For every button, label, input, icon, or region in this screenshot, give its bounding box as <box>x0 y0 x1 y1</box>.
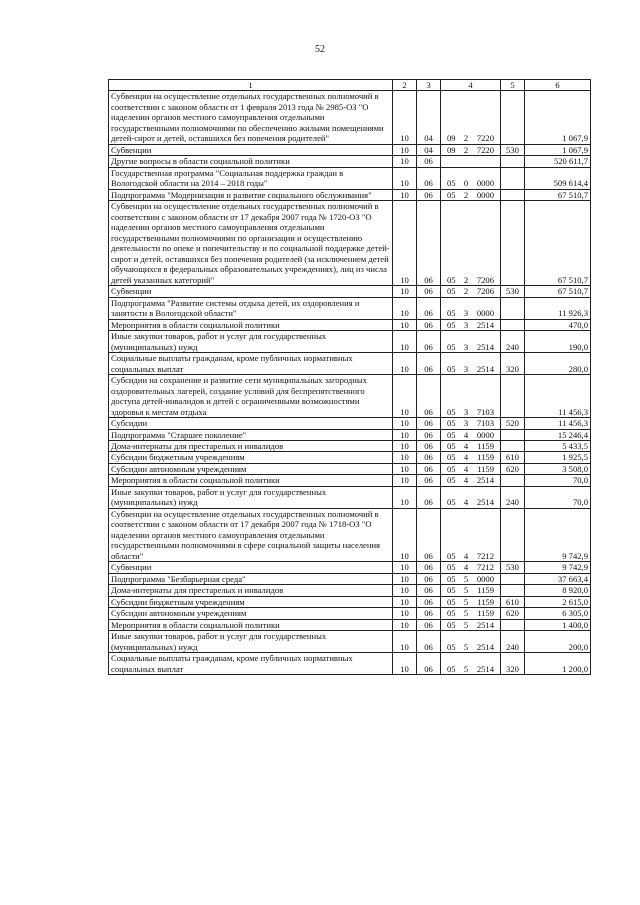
table-row <box>109 189 591 200</box>
row-expense-type-cell: 520 <box>501 418 525 429</box>
col-header-subsection: 3 <box>417 80 441 91</box>
row-expense-type-cell <box>501 156 525 167</box>
row-name-cell: Подпрограмма "Развитие системы отдыха детей, их оздоровления и занятости в Вологодской области" <box>109 297 393 319</box>
target-program-code: 05 <box>447 286 456 297</box>
row-section-cell: 10 <box>393 353 417 375</box>
target-subprogram-code: 5 <box>463 608 469 619</box>
target-direction-code: 7206 <box>476 286 494 297</box>
row-section-cell: 10 <box>393 631 417 653</box>
target-direction-code: 2514 <box>476 341 494 352</box>
row-section-cell: 10 <box>393 286 417 297</box>
row-expense-type-cell <box>501 91 525 144</box>
target-direction-code: 2514 <box>476 663 494 674</box>
row-subsection-cell: 06 <box>417 353 441 375</box>
row-section-cell: 10 <box>393 653 417 675</box>
row-amount-cell: 520 611,7 <box>525 156 591 167</box>
row-section-cell: 10 <box>393 297 417 319</box>
target-direction-code: 2514 <box>476 319 494 330</box>
row-amount-cell: 1 925,5 <box>525 452 591 463</box>
row-amount-cell: 11 926,3 <box>525 297 591 319</box>
row-expense-type-cell <box>501 297 525 319</box>
row-expense-type-cell: 530 <box>501 144 525 155</box>
row-amount-cell: 67 510,7 <box>525 189 591 200</box>
row-expense-type-cell <box>501 508 525 561</box>
row-target-article-cell <box>441 297 501 319</box>
row-subsection-cell: 06 <box>417 486 441 508</box>
row-name-cell: Субвенции на осуществление отдельных государственных полномочий в соответствии с законом области от 1 февраля 2013 года № 2985-ОЗ "О наделении органов местного самоуправления отдельными государственными полномочиями по обеспечению жилыми помещениями детей-сирот и детей, оставшихся без попечения родителей" <box>109 91 393 144</box>
row-amount-cell: 67 510,7 <box>525 286 591 297</box>
target-program-code: 05 <box>447 475 456 486</box>
row-amount-cell: 9 742,9 <box>525 508 591 561</box>
row-name-cell: Субсидии бюджетным учреждениям <box>109 452 393 463</box>
target-subprogram-code: 5 <box>463 585 469 596</box>
row-target-article-cell <box>441 463 501 474</box>
row-name-cell: Субсидии автономным учреждениям <box>109 608 393 619</box>
row-section-cell: 10 <box>393 201 417 286</box>
row-target-article-cell <box>441 608 501 619</box>
row-target-article-cell <box>441 573 501 584</box>
target-subprogram-code: 4 <box>463 452 469 463</box>
target-direction-code: 7212 <box>476 550 494 561</box>
target-program-code: 05 <box>447 562 456 573</box>
table-row <box>109 508 591 561</box>
target-subprogram-code: 5 <box>463 573 469 584</box>
row-section-cell: 10 <box>393 596 417 607</box>
row-expense-type-cell <box>501 475 525 486</box>
row-name-cell: Субвенции <box>109 144 393 155</box>
row-expense-type-cell <box>501 375 525 418</box>
row-expense-type-cell: 610 <box>501 452 525 463</box>
row-expense-type-cell <box>501 319 525 330</box>
row-subsection-cell: 06 <box>417 653 441 675</box>
row-target-article-cell <box>441 375 501 418</box>
target-subprogram-code: 3 <box>463 319 469 330</box>
row-section-cell: 10 <box>393 452 417 463</box>
target-direction-code: 0000 <box>476 573 494 584</box>
row-target-article-cell <box>441 144 501 155</box>
row-target-article-cell <box>441 319 501 330</box>
table-row <box>109 418 591 429</box>
target-program-code: 05 <box>447 406 456 417</box>
row-expense-type-cell <box>501 440 525 451</box>
row-expense-type-cell <box>501 201 525 286</box>
row-subsection-cell: 06 <box>417 429 441 440</box>
target-subprogram-code: 4 <box>463 497 469 508</box>
target-subprogram-code: 4 <box>463 550 469 561</box>
target-program-code: 05 <box>447 319 456 330</box>
target-program-code: 05 <box>447 573 456 584</box>
row-name-cell: Субвенции на осуществление отдельных государственных полномочий в соответствии с законом области от 17 декабря 2007 года № 1718-ОЗ "О наделении органов местного самоуправления отдельными государственными полномочиями в сфере социальной защиты населения области" <box>109 508 393 561</box>
target-program-code: 05 <box>447 497 456 508</box>
row-expense-type-cell: 240 <box>501 631 525 653</box>
row-target-article-cell <box>441 167 501 189</box>
target-subprogram-code: 4 <box>463 429 469 440</box>
table-row <box>109 619 591 630</box>
target-program-code: 05 <box>447 178 456 189</box>
row-name-cell: Субсидии бюджетным учреждениям <box>109 596 393 607</box>
row-subsection-cell: 06 <box>417 508 441 561</box>
row-name-cell: Социальные выплаты гражданам, кроме публичных нормативных социальных выплат <box>109 653 393 675</box>
target-subprogram-code: 3 <box>463 418 469 429</box>
row-expense-type-cell <box>501 573 525 584</box>
target-direction-code: 0000 <box>476 178 494 189</box>
row-name-cell: Другие вопросы в области социальной политики <box>109 156 393 167</box>
target-subprogram-code: 5 <box>463 596 469 607</box>
target-program-code: 05 <box>447 440 456 451</box>
table-row <box>109 440 591 451</box>
row-expense-type-cell: 240 <box>501 486 525 508</box>
target-direction-code: 7103 <box>476 406 494 417</box>
row-target-article-cell <box>441 653 501 675</box>
row-section-cell: 10 <box>393 463 417 474</box>
row-amount-cell: 280,0 <box>525 353 591 375</box>
row-target-article-cell <box>441 286 501 297</box>
row-target-article-cell <box>441 91 501 144</box>
row-name-cell: Субвенции <box>109 286 393 297</box>
row-subsection-cell: 06 <box>417 608 441 619</box>
row-target-article-cell <box>441 508 501 561</box>
row-section-cell: 10 <box>393 619 417 630</box>
row-target-article-cell <box>441 475 501 486</box>
row-section-cell: 10 <box>393 585 417 596</box>
row-expense-type-cell <box>501 167 525 189</box>
row-expense-type-cell <box>501 619 525 630</box>
row-target-article-cell <box>441 353 501 375</box>
row-name-cell: Дома-интернаты для престарелых и инвалидов <box>109 585 393 596</box>
target-program-code: 05 <box>447 619 456 630</box>
target-direction-code: 2514 <box>476 363 494 374</box>
row-section-cell: 10 <box>393 508 417 561</box>
row-subsection-cell: 06 <box>417 463 441 474</box>
target-subprogram-code: 3 <box>463 363 469 374</box>
table-row <box>109 91 591 144</box>
target-program-code: 05 <box>447 596 456 607</box>
col-header-expense-type: 5 <box>501 80 525 91</box>
row-section-cell: 10 <box>393 608 417 619</box>
row-amount-cell: 509 614,4 <box>525 167 591 189</box>
target-subprogram-code: 5 <box>463 663 469 674</box>
target-subprogram-code: 4 <box>463 463 469 474</box>
row-target-article-cell <box>441 631 501 653</box>
target-direction-code: 1159 <box>477 596 494 607</box>
row-target-article-cell <box>441 418 501 429</box>
row-amount-cell: 67 510,7 <box>525 201 591 286</box>
row-amount-cell: 6 305,0 <box>525 608 591 619</box>
table-row <box>109 596 591 607</box>
target-direction-code: 1159 <box>477 440 494 451</box>
target-program-code: 05 <box>447 308 456 319</box>
target-subprogram-code: 0 <box>463 178 469 189</box>
target-direction-code: 7220 <box>476 133 494 144</box>
table-row <box>109 452 591 463</box>
target-direction-code: 7103 <box>476 418 494 429</box>
row-expense-type-cell: 240 <box>501 331 525 353</box>
row-section-cell: 10 <box>393 440 417 451</box>
row-amount-cell: 3 508,0 <box>525 463 591 474</box>
table-row <box>109 463 591 474</box>
row-amount-cell: 8 920,0 <box>525 585 591 596</box>
row-expense-type-cell <box>501 585 525 596</box>
row-amount-cell: 15 246,4 <box>525 429 591 440</box>
target-program-code: 05 <box>447 452 456 463</box>
row-section-cell: 10 <box>393 319 417 330</box>
row-subsection-cell: 06 <box>417 631 441 653</box>
target-program-code: 05 <box>447 608 456 619</box>
target-direction-code: 0000 <box>476 429 494 440</box>
target-subprogram-code: 4 <box>463 562 469 573</box>
target-subprogram-code: 4 <box>463 440 469 451</box>
row-target-article-cell <box>441 331 501 353</box>
row-subsection-cell: 06 <box>417 585 441 596</box>
target-program-code: 05 <box>447 463 456 474</box>
row-amount-cell: 37 663,4 <box>525 573 591 584</box>
row-name-cell: Социальные выплаты гражданам, кроме публичных нормативных социальных выплат <box>109 353 393 375</box>
row-section-cell: 10 <box>393 486 417 508</box>
table-row <box>109 573 591 584</box>
row-target-article-cell <box>441 201 501 286</box>
row-section-cell: 10 <box>393 156 417 167</box>
row-section-cell: 10 <box>393 475 417 486</box>
row-subsection-cell: 06 <box>417 189 441 200</box>
target-program-code: 05 <box>447 418 456 429</box>
row-name-cell: Мероприятия в области социальной политики <box>109 319 393 330</box>
target-subprogram-code: 3 <box>463 308 469 319</box>
target-direction-code: 1159 <box>477 585 494 596</box>
col-header-section: 2 <box>393 80 417 91</box>
row-name-cell: Мероприятия в области социальной политики <box>109 619 393 630</box>
table-row <box>109 585 591 596</box>
target-direction-code: 2514 <box>476 475 494 486</box>
target-direction-code: 2514 <box>476 641 494 652</box>
row-target-article-cell <box>441 486 501 508</box>
target-subprogram-code: 2 <box>463 133 469 144</box>
row-section-cell: 10 <box>393 429 417 440</box>
row-name-cell: Субсидии автономным учреждениям <box>109 463 393 474</box>
table-row <box>109 331 591 353</box>
target-direction-code: 0000 <box>476 189 494 200</box>
target-subprogram-code: 4 <box>463 475 469 486</box>
row-name-cell: Подпрограмма "Безбарьерная среда" <box>109 573 393 584</box>
target-program-code: 05 <box>447 585 456 596</box>
row-subsection-cell: 06 <box>417 201 441 286</box>
row-target-article-cell <box>441 156 501 167</box>
target-subprogram-code: 2 <box>463 274 469 285</box>
row-subsection-cell: 06 <box>417 440 441 451</box>
row-section-cell: 10 <box>393 573 417 584</box>
row-expense-type-cell: 530 <box>501 562 525 573</box>
row-section-cell: 10 <box>393 331 417 353</box>
row-section-cell: 10 <box>393 562 417 573</box>
target-direction-code: 7206 <box>476 274 494 285</box>
row-amount-cell: 200,0 <box>525 631 591 653</box>
row-expense-type-cell: 620 <box>501 463 525 474</box>
row-name-cell: Субвенции на осуществление отдельных государственных полномочий в соответствии с законом области от 17 декабря 2007 года № 1720-ОЗ "О наделении органов местного самоуправления отдельными государственными полномочиями по организации и осуществлению деятельности по опеке и попечительству и по социальной поддержке детей-сирот и детей, оставшихся без попечения родителей (за исключением детей обучающихся в федеральных образовательных учреждениях), лиц из числа детей указанных категорий" <box>109 201 393 286</box>
row-expense-type-cell: 320 <box>501 353 525 375</box>
row-subsection-cell: 06 <box>417 562 441 573</box>
row-subsection-cell: 06 <box>417 452 441 463</box>
col-header-target-article: 4 <box>441 80 501 91</box>
target-direction-code: 7220 <box>476 144 494 155</box>
row-expense-type-cell: 320 <box>501 653 525 675</box>
row-target-article-cell <box>441 562 501 573</box>
row-target-article-cell <box>441 619 501 630</box>
table-row <box>109 562 591 573</box>
row-subsection-cell: 06 <box>417 286 441 297</box>
table-row <box>109 653 591 675</box>
target-program-code: 05 <box>447 641 456 652</box>
table-row <box>109 286 591 297</box>
col-header-amount: 6 <box>525 80 591 91</box>
target-subprogram-code: 2 <box>463 189 469 200</box>
row-subsection-cell: 06 <box>417 167 441 189</box>
row-target-article-cell <box>441 440 501 451</box>
row-expense-type-cell: 530 <box>501 286 525 297</box>
table-row <box>109 319 591 330</box>
row-section-cell: 10 <box>393 144 417 155</box>
row-subsection-cell: 06 <box>417 475 441 486</box>
target-program-code: 09 <box>447 144 456 155</box>
row-name-cell: Иные закупки товаров, работ и услуг для государственных (муниципальных) нужд <box>109 486 393 508</box>
target-program-code: 05 <box>447 341 456 352</box>
row-section-cell: 10 <box>393 418 417 429</box>
target-direction-code: 2514 <box>476 497 494 508</box>
row-amount-cell: 1 400,0 <box>525 619 591 630</box>
table-row <box>109 201 591 286</box>
budget-table <box>108 79 591 675</box>
target-program-code: 05 <box>447 429 456 440</box>
row-target-article-cell <box>441 452 501 463</box>
row-subsection-cell: 06 <box>417 319 441 330</box>
row-amount-cell: 2 615,0 <box>525 596 591 607</box>
table-row <box>109 167 591 189</box>
row-name-cell: Субвенции <box>109 562 393 573</box>
row-amount-cell: 1 067,9 <box>525 91 591 144</box>
page-number: 52 <box>315 44 325 55</box>
row-subsection-cell: 06 <box>417 619 441 630</box>
target-program-code: 05 <box>447 274 456 285</box>
row-section-cell: 10 <box>393 91 417 144</box>
target-program-code: 05 <box>447 550 456 561</box>
table-row <box>109 144 591 155</box>
target-subprogram-code: 5 <box>463 619 469 630</box>
table-row <box>109 429 591 440</box>
target-direction-code: 7212 <box>476 562 494 573</box>
table-row <box>109 631 591 653</box>
row-subsection-cell: 04 <box>417 91 441 144</box>
row-amount-cell: 5 433,5 <box>525 440 591 451</box>
row-amount-cell: 70,0 <box>525 486 591 508</box>
row-expense-type-cell: 610 <box>501 596 525 607</box>
row-target-article-cell <box>441 596 501 607</box>
row-subsection-cell: 06 <box>417 156 441 167</box>
row-section-cell: 10 <box>393 167 417 189</box>
row-subsection-cell: 04 <box>417 144 441 155</box>
row-name-cell: Подпрограмма "Модернизация и развитие социального обслуживания" <box>109 189 393 200</box>
row-subsection-cell: 06 <box>417 375 441 418</box>
row-expense-type-cell <box>501 189 525 200</box>
table-row <box>109 156 591 167</box>
row-name-cell: Мероприятия в области социальной политики <box>109 475 393 486</box>
row-name-cell: Субсидии на сохранение и развитие сети муниципальных загородных оздоровительных лагерей, создание условий для беспрепятственного доступа детей-инвалидов и детей с ограниченными возможностями здоровья к местам отдыха <box>109 375 393 418</box>
row-amount-cell: 470,0 <box>525 319 591 330</box>
target-direction-code: 1159 <box>477 608 494 619</box>
row-target-article-cell <box>441 189 501 200</box>
row-subsection-cell: 06 <box>417 297 441 319</box>
target-direction-code: 2514 <box>476 619 494 630</box>
target-subprogram-code: 3 <box>463 341 469 352</box>
row-name-cell: Дома-интернаты для престарелых и инвалидов <box>109 440 393 451</box>
row-target-article-cell <box>441 429 501 440</box>
col-header-name: 1 <box>109 80 393 91</box>
target-program-code: 09 <box>447 133 456 144</box>
row-amount-cell: 1 067,9 <box>525 144 591 155</box>
row-amount-cell: 70,0 <box>525 475 591 486</box>
table-row <box>109 608 591 619</box>
table-header-row <box>109 80 591 91</box>
row-name-cell: Иные закупки товаров, работ и услуг для государственных (муниципальных) нужд <box>109 631 393 653</box>
row-subsection-cell: 06 <box>417 418 441 429</box>
row-section-cell: 10 <box>393 375 417 418</box>
row-subsection-cell: 06 <box>417 596 441 607</box>
target-subprogram-code: 3 <box>463 406 469 417</box>
target-program-code: 05 <box>447 189 456 200</box>
row-target-article-cell <box>441 585 501 596</box>
row-amount-cell: 1 200,0 <box>525 653 591 675</box>
row-name-cell: Субсидии <box>109 418 393 429</box>
row-expense-type-cell: 620 <box>501 608 525 619</box>
target-direction-code: 1159 <box>477 463 494 474</box>
row-name-cell: Государственная программа "Социальная поддержка граждан в Вологодской области на 2014 – 2018 годы" <box>109 167 393 189</box>
target-program-code: 05 <box>447 363 456 374</box>
table-row <box>109 475 591 486</box>
target-program-code: 05 <box>447 663 456 674</box>
target-subprogram-code: 5 <box>463 641 469 652</box>
row-subsection-cell: 06 <box>417 331 441 353</box>
target-subprogram-code: 2 <box>463 286 469 297</box>
target-direction-code: 0000 <box>476 308 494 319</box>
row-expense-type-cell <box>501 429 525 440</box>
row-name-cell: Подпрограмма "Старшее поколение" <box>109 429 393 440</box>
row-amount-cell: 9 742,9 <box>525 562 591 573</box>
table-row <box>109 486 591 508</box>
row-amount-cell: 190,0 <box>525 331 591 353</box>
target-subprogram-code: 2 <box>463 144 469 155</box>
target-direction-code: 1159 <box>477 452 494 463</box>
row-amount-cell: 11 456,3 <box>525 375 591 418</box>
table-row <box>109 297 591 319</box>
row-subsection-cell: 06 <box>417 573 441 584</box>
row-amount-cell: 11 456,3 <box>525 418 591 429</box>
row-name-cell: Иные закупки товаров, работ и услуг для государственных (муниципальных) нужд <box>109 331 393 353</box>
table-row <box>109 353 591 375</box>
row-section-cell: 10 <box>393 189 417 200</box>
table-row <box>109 375 591 418</box>
